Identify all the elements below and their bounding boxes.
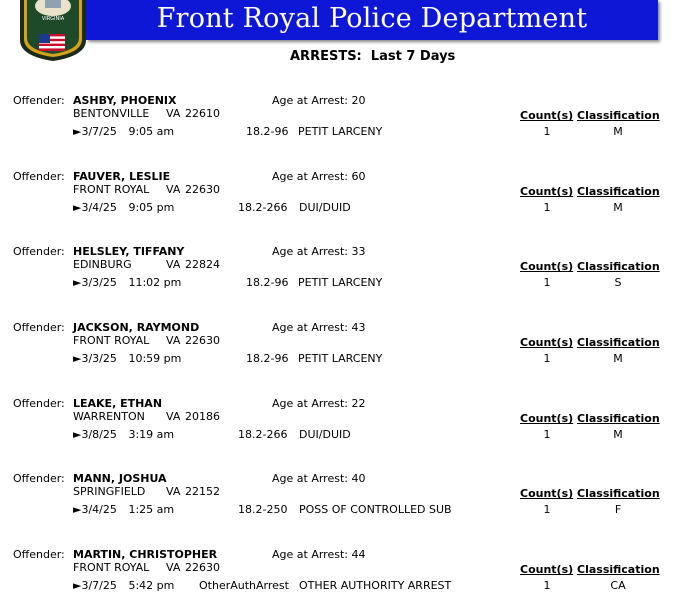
classification-value: M: [613, 125, 623, 138]
classification-value: M: [613, 201, 623, 214]
classification-value: M: [613, 428, 623, 441]
classification-header: Classification: [577, 412, 660, 425]
arrest-datetime: ►3/7/25 5:42 pm: [73, 579, 175, 592]
classification-header: Classification: [577, 336, 660, 349]
age-at-arrest: Age at Arrest: 20: [272, 94, 366, 107]
arrest-entry: [0, 170, 677, 230]
offender-name: MANN, JOSHUA: [73, 472, 167, 485]
offender-address: FRONT ROYAL VA 22630: [73, 334, 220, 347]
count-value: 1: [543, 428, 551, 441]
age-at-arrest: Age at Arrest: 43: [272, 321, 366, 334]
arrest-entry: [0, 94, 677, 154]
count-value: 1: [543, 579, 551, 592]
offender-address: WARRENTON VA 20186: [73, 410, 220, 423]
offender-name: ASHBY, PHOENIX: [73, 94, 177, 107]
count-value: 1: [543, 201, 551, 214]
statute-code: 18.2-266: [238, 201, 288, 214]
statute-code: 18.2-266: [238, 428, 288, 441]
statute-code: 18.2-96: [246, 125, 289, 138]
arrest-entry: [0, 321, 677, 381]
offender-label: Offender:: [13, 94, 65, 107]
offender-label: Offender:: [13, 170, 65, 183]
arrest-entry: [0, 472, 677, 532]
offender-name: LEAKE, ETHAN: [73, 397, 163, 410]
count-value: 1: [543, 352, 551, 365]
arrest-datetime: ►3/3/25 10:59 pm: [73, 352, 182, 365]
offender-name: HELSLEY, TIFFANY: [73, 245, 185, 258]
header-banner: [86, 0, 658, 40]
charge-description: OTHER AUTHORITY ARREST: [299, 579, 452, 592]
classification-header: Classification: [577, 563, 660, 576]
charge-description: PETIT LARCENY: [298, 352, 383, 365]
charge-description: POSS OF CONTROLLED SUB: [299, 503, 452, 516]
offender-label: Offender:: [13, 472, 65, 485]
count-value: 1: [543, 276, 551, 289]
statute-code: OtherAuthArrest: [199, 579, 289, 592]
arrest-entry: [0, 245, 677, 305]
department-title: Front Royal Police Department: [156, 3, 588, 34]
counts-header: Count(s): [520, 260, 574, 273]
offender-name: JACKSON, RAYMOND: [73, 321, 200, 334]
age-at-arrest: Age at Arrest: 60: [272, 170, 366, 183]
offender-address: EDINBURG VA 22824: [73, 258, 220, 271]
classification-header: Classification: [577, 260, 660, 273]
counts-header: Count(s): [520, 487, 574, 500]
offender-label: Offender:: [13, 397, 65, 410]
arrest-datetime: ►3/7/25 9:05 am: [73, 125, 175, 138]
offender-address: FRONT ROYAL VA 22630: [73, 183, 220, 196]
arrest-datetime: ►3/4/25 1:25 am: [73, 503, 175, 516]
charge-description: DUI/DUID: [299, 201, 351, 214]
arrest-datetime: ►3/4/25 9:05 pm: [73, 201, 175, 214]
arrest-datetime: ►3/3/25 11:02 pm: [73, 276, 182, 289]
charge-description: DUI/DUID: [299, 428, 351, 441]
age-at-arrest: Age at Arrest: 22: [272, 397, 366, 410]
offender-label: Offender:: [13, 245, 65, 258]
age-at-arrest: Age at Arrest: 44: [272, 548, 366, 561]
classification-value: S: [614, 276, 622, 289]
classification-value: CA: [610, 579, 626, 592]
offender-name: FAUVER, LESLIE: [73, 170, 171, 183]
badge-text: VIRGINIA: [41, 16, 65, 22]
age-at-arrest: Age at Arrest: 40: [272, 472, 366, 485]
classification-header: Classification: [577, 109, 660, 122]
count-value: 1: [543, 503, 551, 516]
offender-name: MARTIN, CHRISTOPHER: [73, 548, 218, 561]
age-at-arrest: Age at Arrest: 33: [272, 245, 366, 258]
arrest-entry: [0, 548, 677, 608]
counts-header: Count(s): [520, 185, 574, 198]
classification-value: M: [613, 352, 623, 365]
report-title: ARRESTS: Last 7 Days: [290, 49, 456, 64]
counts-header: Count(s): [520, 563, 574, 576]
offender-label: Offender:: [13, 548, 65, 561]
classification-header: Classification: [577, 487, 660, 500]
charge-description: PETIT LARCENY: [298, 276, 383, 289]
charge-description: PETIT LARCENY: [298, 125, 383, 138]
counts-header: Count(s): [520, 412, 574, 425]
police-badge-logo: [20, 0, 86, 61]
arrest-datetime: ►3/8/25 3:19 am: [73, 428, 175, 441]
statute-code: 18.2-96: [246, 352, 289, 365]
counts-header: Count(s): [520, 336, 574, 349]
offender-address: FRONT ROYAL VA 22630: [73, 561, 220, 574]
statute-code: 18.2-96: [246, 276, 289, 289]
arrest-entry: [0, 397, 677, 457]
classification-header: Classification: [577, 185, 660, 198]
statute-code: 18.2-250: [238, 503, 288, 516]
offender-address: BENTONVILLE VA 22610: [73, 107, 220, 120]
classification-value: F: [614, 503, 622, 516]
offender-label: Offender:: [13, 321, 65, 334]
counts-header: Count(s): [520, 109, 574, 122]
offender-address: SPRINGFIELD VA 22152: [73, 485, 220, 498]
count-value: 1: [543, 125, 551, 138]
